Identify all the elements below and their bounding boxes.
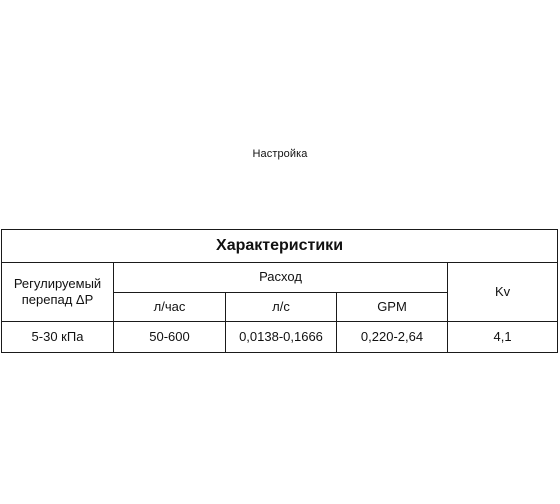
table-row xyxy=(2,322,558,353)
table-title: Характеристики xyxy=(2,230,558,263)
cell-kv: 4,1 xyxy=(448,322,558,353)
header-flow-group: Расход xyxy=(114,263,448,293)
header-unit-gpm: GPM xyxy=(337,292,448,322)
cell-parameter: 5-30 кПа xyxy=(2,322,114,353)
table-title-row xyxy=(2,230,558,263)
cell-flow-gpm: 0,220-2,64 xyxy=(337,322,448,353)
cell-flow-lps: 0,0138-0,1666 xyxy=(226,322,337,353)
header-unit-lph: л/час xyxy=(114,292,226,322)
header-kv: Kv xyxy=(448,263,558,322)
characteristics-table xyxy=(1,229,558,353)
header-parameter: Регулируемый перепад ΔP xyxy=(2,263,114,322)
table-header-row xyxy=(2,263,558,293)
header-unit-lps: л/с xyxy=(226,292,337,322)
cell-flow-lph: 50-600 xyxy=(114,322,226,353)
page-heading: Настройка xyxy=(252,148,308,160)
